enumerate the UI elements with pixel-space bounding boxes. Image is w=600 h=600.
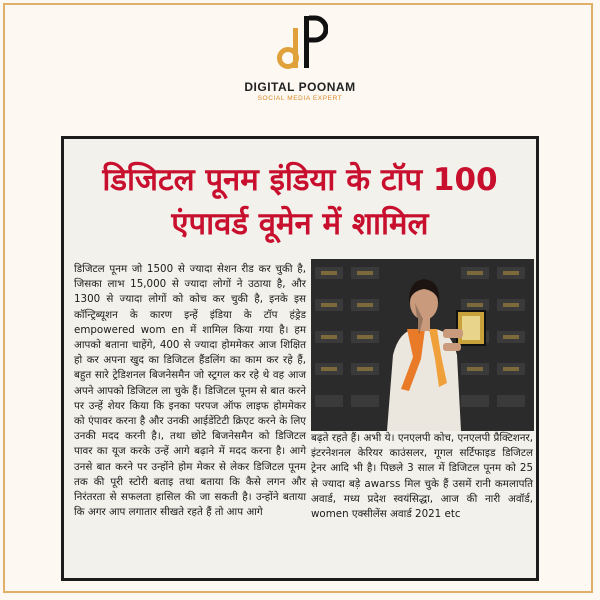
clipping-paper: [64, 139, 536, 578]
article-body-left: डिजिटल पूनम जो 1500 से ज्यादा सेशन रीड कर चुकी है, जिसका लाभ 15,000 से ज्यादा लोगों ने उठाया है, और 1300 से ज्यादा लोगों को कोच कर चुकी है, इनके इस कॉन्ट्रिब्यूशन के कारण इन्हें इंडिया के टॉप हंड्रेड empowered wom en में शामिल किया गया है। हम आपको बताना चाहेंगे, 400 से ज्यादा होममेकर आज शिक्षित हो कर अपना खुद का डिजिटल हैंडलिंग का काम कर रहे हैं, बहुत सारे ट्रेडिशनल बिजनेसमैन जो स्ट्रगल कर रहे थे वह आज अपने आपको डिजिटल ला चुके हैं। डिजिटल पूनम से बात करने पर उन्हें शेयर किया कि इनका परपज ऑफ लाइफ होममेकर को एंपावर करना है और उनकी आईडेंटिटी क्रिएट करने के लिए उनकी मदद करनी है।, तथा छोटे बिजनेसमैन को डिजिटल पावर का यूज करके उन्हें आगे बढ़ाने में मदद करना है। आगे उनसे बात करने पर उन्होंने होम मेकर से लेकर डिजिटल पूनम तक की पूरी स्टोरी बताइ तथा बताया कि कैसे लगन और निरंतरता से सफलता हासिल की जा सकती है। उन्होंने बताया कि अगर आप लगातार सीखते रहते हैं तो आप आगे: [74, 263, 306, 519]
article-body-right: बढ़ते रहते हैं। अभी ये। एनएलपी कोच, एनएलपी प्रैक्टिशनर, इंटरनेशनल केरियर काउंसलर, गूगल सर्टिफाइड डिजिटल ट्रेनर आदि भी है। पिछले 3 साल में डिजिटल पूनम को 25 से ज्यादा बड़े awarss मिल चुके हैं उसमें रानी कमलापति अवार्ड, मध्य प्रदेश स्वयंसिद्धा, आज की नारी अवॉर्ड, women एक्सीलेंस अवार्ड 2021 etc: [311, 432, 533, 521]
award-photo: [311, 259, 534, 431]
headline-line-1: डिजिटल पूनम इंडिया के टॉप 100: [102, 162, 498, 198]
award-photo-image: [311, 259, 534, 431]
headline-line-2: एंपावर्ड वूमेन में शामिल: [171, 206, 429, 242]
brand-name: DIGITAL POONAM: [244, 80, 356, 94]
digital-poonam-logo-icon: [276, 14, 328, 72]
newspaper-clipping: [61, 136, 539, 581]
brand-tagline: SOCIAL MEDIA EXPERT: [257, 95, 343, 102]
